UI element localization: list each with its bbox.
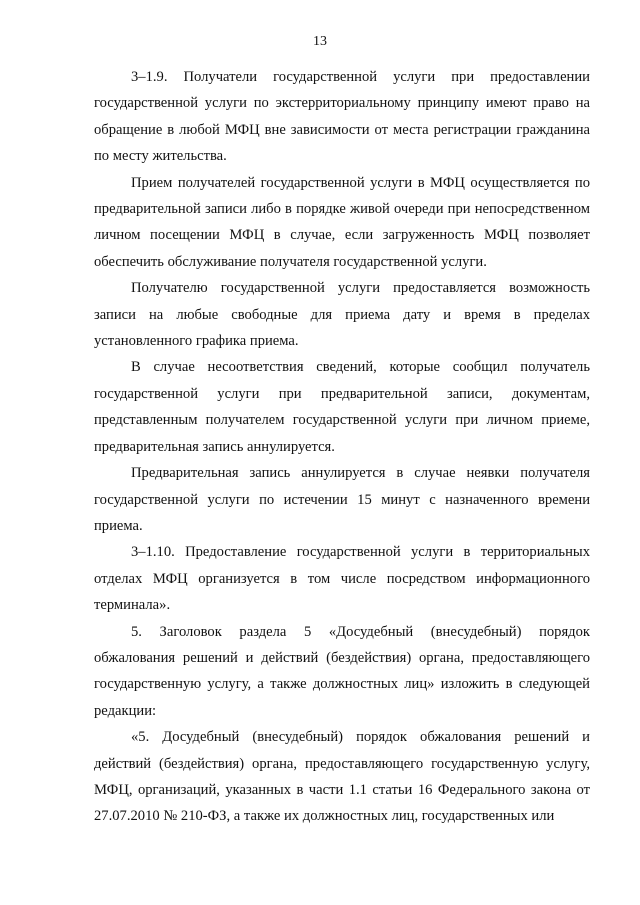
paragraph-data-mismatch: В случае несоответствия сведений, которые сообщил получатель государственной услуги при предварительной записи, документам, представленным получателем государственной услуги при личном приеме, предварительная запись аннулируется.: [94, 359, 590, 455]
paragraph-section-5-new-title: «5. Досудебный (внесудебный) порядок обжалования решений и действий (бездействия) органа, предоставляющего государственную услугу, МФЦ, организаций, указанных в части 1.1 статьи 16 Федерального закона от 27.07.2010 № 210-ФЗ, а также их должностных лиц, государственных или: [94, 729, 590, 825]
page-number: 13: [313, 34, 327, 49]
paragraph-3-1-10: 3–1.10. Предоставление государственной услуги в территориальных отделах МФЦ организуется в том числе посредством информационного терминала».: [94, 544, 590, 614]
document-body: [94, 64, 590, 830]
paragraph-3-1-9: 3–1.9. Получатели государственной услуги при предоставлении государственной услуги по экстерриториальному принципу имеют право на обращение в любой МФЦ вне зависимости от места регистрации гражданина по месту жительства.: [94, 69, 590, 165]
paragraph-no-show: Предварительная запись аннулируется в случае неявки получателя государственной услуги по истечении 15 минут с назначенного времени приема.: [94, 465, 590, 534]
paragraph-reception-order: Прием получателей государственной услуги в МФЦ осуществляется по предварительной записи либо в порядке живой очереди при непосредственном личном посещении МФЦ в случае, если загруженность МФЦ позволяет обеспечить обслуживание получателя государственной услуги.: [94, 174, 590, 270]
paragraph-appointment-booking: Получателю государственной услуги предоставляется возможность записи на любые свободные для приема дату и время в пределах установленного графика приема.: [94, 280, 590, 350]
paragraph-section-5-heading-amendment: 5. Заголовок раздела 5 «Досудебный (внесудебный) порядок обжалования решений и действий (бездействия) органа, предоставляющего государственную услугу, а также должностных лиц» изложить в следующей редакции:: [94, 623, 590, 719]
